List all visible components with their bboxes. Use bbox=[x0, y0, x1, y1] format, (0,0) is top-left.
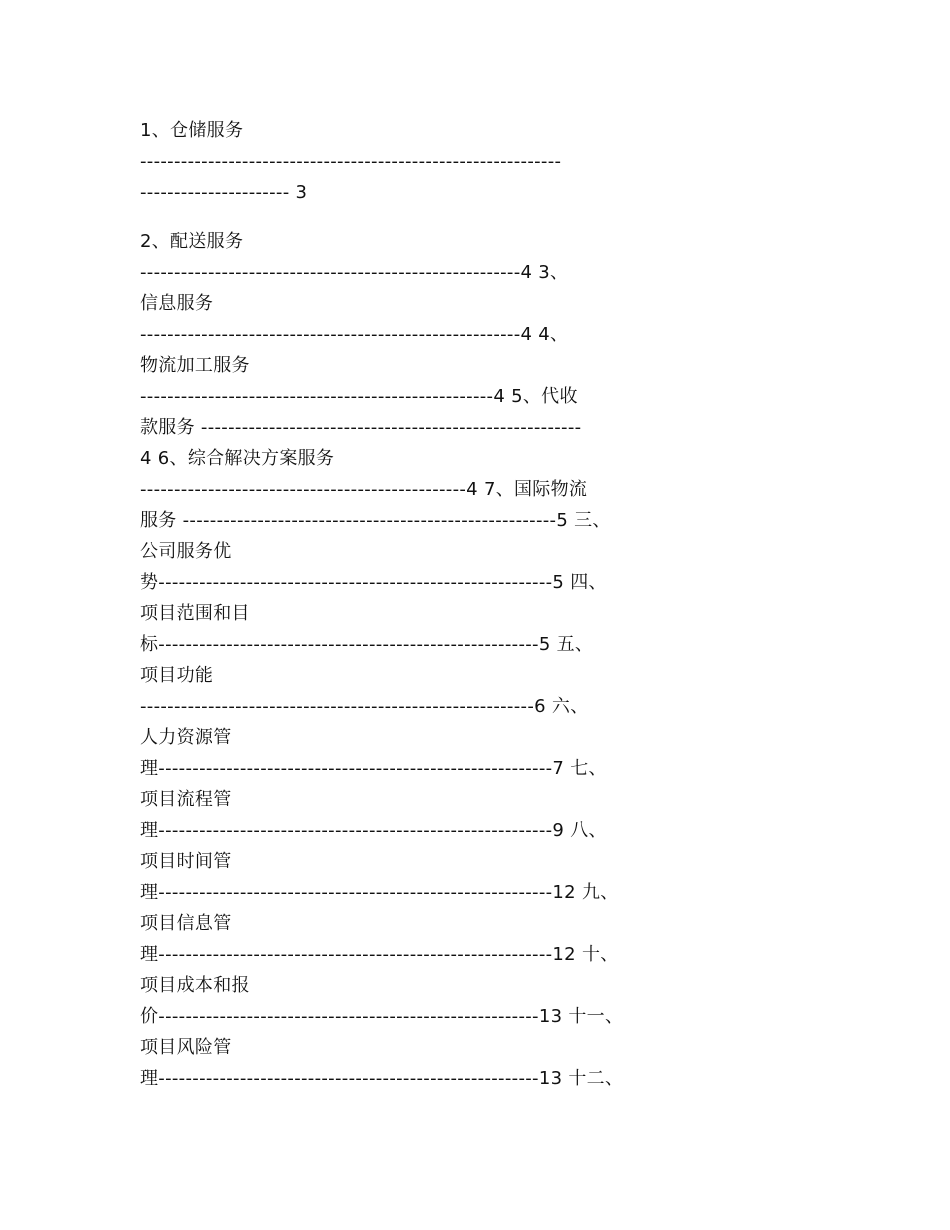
toc-line: 理----------------------------------------------------------7 七、 bbox=[140, 758, 607, 779]
toc-line: 1、仓储服务 bbox=[140, 120, 244, 141]
toc-line: 理----------------------------------------------------------12 十、 bbox=[140, 944, 619, 965]
toc-line: 服务 -------------------------------------------------------5 三、 bbox=[140, 510, 611, 531]
toc-line: 理----------------------------------------------------------9 八、 bbox=[140, 820, 607, 841]
toc-line: --------------------------------------------------------4 3、 bbox=[140, 262, 569, 283]
toc-line: --------------------------------------------------------4 4、 bbox=[140, 324, 569, 345]
toc-line: 人力资源管 bbox=[140, 727, 232, 748]
toc-line: 标--------------------------------------------------------5 五、 bbox=[140, 634, 594, 655]
toc-line: 项目成本和报 bbox=[140, 975, 250, 996]
toc-line: 项目范围和目 bbox=[140, 603, 250, 624]
toc-line: ---------------------- 3 bbox=[140, 182, 308, 203]
toc-line: 4 6、综合解决方案服务 bbox=[140, 448, 335, 469]
toc-line: 项目功能 bbox=[140, 665, 214, 686]
toc-line: 项目流程管 bbox=[140, 789, 232, 810]
toc-line: 项目时间管 bbox=[140, 851, 232, 872]
toc-line: 物流加工服务 bbox=[140, 355, 250, 376]
toc-line: 公司服务优 bbox=[140, 541, 232, 562]
toc-line: 价--------------------------------------------------------13 十一、 bbox=[140, 1006, 624, 1027]
toc-line: -------------------------------------------------------------- bbox=[140, 151, 562, 172]
toc-line: 项目风险管 bbox=[140, 1037, 232, 1058]
toc-line: ------------------------------------------------4 7、国际物流 bbox=[140, 479, 588, 500]
toc-line: 信息服务 bbox=[140, 293, 214, 314]
toc-line: 2、配送服务 bbox=[140, 231, 244, 252]
toc-line: 势----------------------------------------------------------5 四、 bbox=[140, 572, 607, 593]
toc-line: 款服务 -------------------------------------------------------- bbox=[140, 417, 582, 438]
toc-line: ----------------------------------------------------4 5、代收 bbox=[140, 386, 578, 407]
toc-line: ----------------------------------------------------------6 六、 bbox=[140, 696, 589, 717]
toc-line: 理--------------------------------------------------------13 十二、 bbox=[140, 1068, 624, 1089]
toc-line: 项目信息管 bbox=[140, 913, 232, 934]
toc-line: 理----------------------------------------------------------12 九、 bbox=[140, 882, 619, 903]
